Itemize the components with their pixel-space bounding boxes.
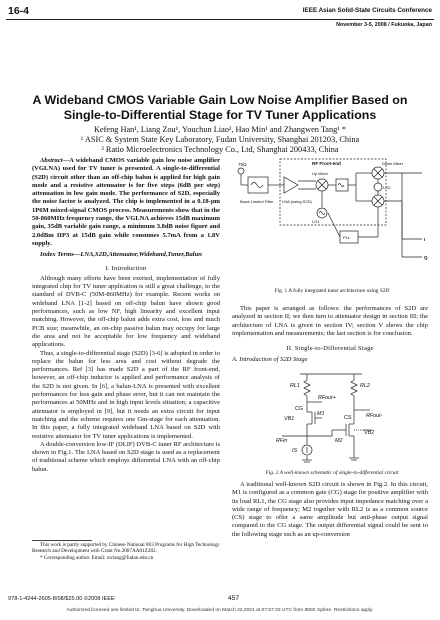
intro-paragraph-3: A double-conversion low-IF (DLIF) DVB-C tuner RF architecture is shown in Fig.1. The LNA based on S2D stage is used as a replacement of traditional scheme which employs differential LNA with an off-chip balun. xyxy=(32,440,221,473)
section-2a-heading: A. Introduction of S2D Stage xyxy=(232,356,308,364)
lna-symbol xyxy=(284,177,298,193)
fig1-i-label: I xyxy=(424,237,426,242)
isbn-line: 978-1-4244-2605-8/08/$25.00 ©2008 IEEE xyxy=(8,596,115,602)
conference-dates: November 3-5, 2008 / Fukuoka, Japan xyxy=(336,22,432,28)
figure-2-caption: Fig. 2 A well-known schematic of single-to-differential circuit xyxy=(265,470,399,476)
rl1-resistor-icon xyxy=(304,380,310,396)
abstract-text: —A wideband CMOS variable gain low noise amplifier (VGLNA) used for TV tuner is presented. A single-to-differential (S2D) circuit other than an off-chip balun is applied for high gain mode and a resistive attenuator is for five steps (6dB per step) attenuation in low gain mode. The performance of S2D, especially the noise factor is analyzed. The chip is implemented in a 0.18-μm 1P6M mixed-signal CMOS process. Measurements show that in the 50-860MHz frequency range, the VGLNA achieves 15dB maximum gain, 35dB variable gain range, a minimum 3.8dB noise figure and 2.0dBm IIP3 at 15dB gain while consumes 5.7mA from a 1.8V supply. xyxy=(32,157,220,247)
fig2-vb2-label: VB2 xyxy=(364,430,375,436)
fig1-down-mixer-label: Down Mixer xyxy=(382,161,404,166)
intro-paragraph-2: Thus, a single-to-differential stage (S2D) [3-6] is adopted in order to replace the balun for less area and cost without degrade the performances. Ref [3] has made S2D a part of the RF front-end, however, an off-chip inductor is applied and performance analysis of the S2D is not given. In [6], a balun-LNA is presented with excellent performances for less gain and phase error, but it can not maintain the performances at 50MHz and in high input levels situation; a capacitive attenuator is employed in [9], but it needs an extra circuit for input matching and the scheme requires one Gm-stage for each attenuation. In this paper, a fully integrated wideband LNA based on S2D with resistive attenuator for TV tuner applications is implemented. xyxy=(32,349,220,440)
index-terms-label: Index Terms xyxy=(40,251,74,259)
footnotes xyxy=(32,542,220,561)
page-label: 16-4 xyxy=(8,5,30,17)
fig2-m2-label: M2 xyxy=(335,438,343,444)
fig1-bpf-label: Band-Limited Filter xyxy=(240,199,274,204)
fig2-vb1-label: VB1 xyxy=(284,416,295,422)
fig2-cg-label: CG xyxy=(295,406,304,412)
fig1-lo2-label: LO2 xyxy=(383,185,391,190)
license-note: Authorized licensed use limited to: Tsinghua University. Downloaded on March 22,2021 at 07:57:33 UTC from IEEE Xplore. Restrictions apply. xyxy=(66,608,374,613)
rf-frontend-box xyxy=(280,159,386,225)
intro-paragraph-1: Although many efforts have been exerted, implementation of fully integrated chip for TV tuner application is still a great challenge, to the standard of DVB-C (50M-860MHz) for example. Recent works on wideband LNA [1-2] based on off-chip balun have shown good performances, such as low NF, high linearity and excellent input matching. However, the off-chip balun adds extra cost, loss and much PCB size; meanwhile, an on-chip passive balun may occupy for large die area and not be acceptable for low frequency and wideband applications. xyxy=(32,274,220,349)
lo2-oscillator-icon xyxy=(374,183,382,191)
fig2-rfout-p-label: RFout+ xyxy=(318,395,336,401)
affiliation-2: ² Ratio Microelectronics Technology Co., Ltd, Shanghai 200433, China xyxy=(101,145,339,155)
author-names: Kefeng Han¹, Liang Zou¹, Youchun Liao², Hao Min¹ and Zhangwen Tang¹ * xyxy=(93,125,347,134)
abstract xyxy=(32,157,220,248)
fig2-rfin-label: RFin xyxy=(276,438,288,444)
fig1-connector-label: 75Ω xyxy=(238,162,247,167)
title-line-2: Single-to-Differential Stage for TV Tuner Applications xyxy=(63,108,377,122)
affiliation-1: ¹ ASIC & System State Key Laboratory, Fudan University, Shanghai 201203, China xyxy=(80,135,360,145)
fig2-m1-label: M1 xyxy=(317,411,325,417)
figure-2-s2d-schematic xyxy=(262,370,402,468)
fig2-is-label: IS xyxy=(292,448,298,454)
conference-name: IEEE Asian Solid-State Circuits Conference xyxy=(302,7,432,14)
s2d-paragraph: A traditional well-known S2D circuit is shown in Fig.2. In this circuit, M1 is configured as a common gate (CG) stage for positive amplifier with its load RL1, the CG stage also provides input impedance matching over a wide range of frequency; M2 together with RL2 is as a common source (CS) stage to offer a same amplitude but anti-phase output signal compared to the CG stage. The output differential signal could be sent to the following stage such as an up-conversion xyxy=(232,481,428,538)
fig1-q-label: Q xyxy=(424,255,428,260)
left-column xyxy=(32,157,220,474)
fig2-cs-label: CS xyxy=(344,415,352,421)
right-column-top xyxy=(232,305,428,367)
index-terms xyxy=(32,251,220,259)
header-rule xyxy=(6,19,434,20)
fig1-up-mixer-label: Up Mixer xyxy=(312,171,329,176)
fig1-lna-label: LNA (using S2D) xyxy=(282,199,312,204)
figure-1-tuner-architecture xyxy=(232,155,432,275)
fig2-rl2-label: RL2 xyxy=(360,383,370,389)
paper-title xyxy=(20,93,420,123)
fig2-rl1-label: RL1 xyxy=(290,383,300,389)
fig2-rfout-n-label: RFout- xyxy=(366,413,383,419)
index-terms-text: —LNA,S2D,Attenuator,Wideband,Tuner,Balun xyxy=(73,251,202,259)
footnote-rule xyxy=(32,540,92,541)
title-line-1: A Wideband CMOS Variable Gain Low Noise Amplifier Based on xyxy=(32,93,408,107)
author-block xyxy=(20,125,420,156)
corresponding-note: * Corresponding author. Email: zwtang@fudan.edu.cn xyxy=(40,554,154,561)
funding-note: This work is partly supported by Chinese National 863 Programs for High Technology Research and Development with Grant No.2007AA01Z282. xyxy=(32,542,220,555)
rl2-resistor-icon xyxy=(351,380,357,396)
connector-icon xyxy=(238,168,244,174)
fig1-frontend-label: RF Front-end xyxy=(312,161,341,166)
outline-paragraph: This paper is arranged as follows: the performances of S2D are analyzed in section II; we then turn to attenuator design in section III; the architecture of LNA is given in section IV; section V shows the chip implementation and measurements; the last section is for conclusion. xyxy=(232,305,428,337)
abstract-label: Abstract xyxy=(40,157,63,164)
figure-1-caption: Fig. 1 A fully integrated tuner architecture using S2D xyxy=(274,288,390,294)
section-1-heading: I. Introduction xyxy=(105,264,147,272)
fig1-lo1-label: LO1 xyxy=(312,219,320,224)
right-column-bottom xyxy=(232,481,428,539)
if-filter-block xyxy=(336,179,348,191)
page-number: 457 xyxy=(228,595,240,602)
fig1-pll-label: PLL xyxy=(343,235,351,240)
section-2-heading: II. Single-to-Differential Stage xyxy=(286,345,374,353)
